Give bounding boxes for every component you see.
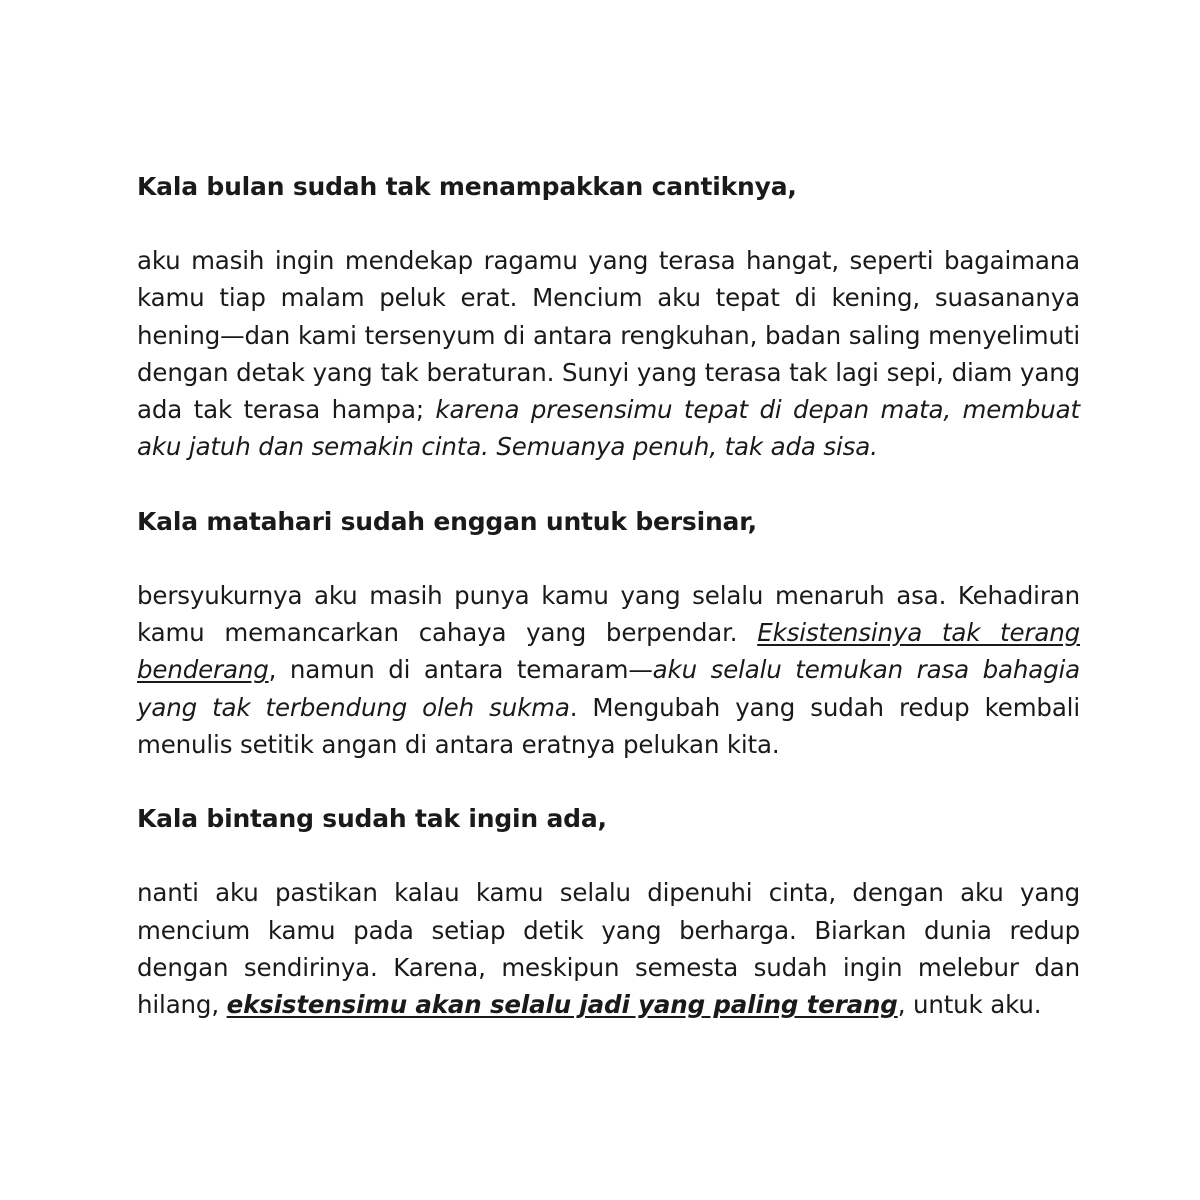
stanza-2-heading: Kala matahari sudah enggan untuk bersinar, [137,506,757,536]
stanza-3-paragraph [137,874,1080,1023]
spacer [137,205,1080,242]
stanza-1-heading: Kala bulan sudah tak menampakkan cantiknya, [137,172,797,201]
stanza-2-italic-underline-text: Eksistensinya tak terang benderang [137,618,1080,685]
stanza-3-text-a: nanti aku pastikan kalau kamu selalu dipenuhi cinta, dengan aku yang mencium kamu pada setiap detik yang berharga. Biarkan dunia redup dengan sendirinya. Karena, meskipun semesta sudah ingin melebur dan hilang, [137,878,1080,1020]
spacer [137,540,1080,577]
stanza-1-text: aku masih ingin mendekap ragamu yang terasa hangat, seperti bagaimana kamu tiap malam peluk erat. Mencium aku tepat di kening, suasananya hening—dan kami tersenyum di antara rengkuhan, badan saling menyelimuti dengan detak yang tak beraturan. Sunyi yang terasa tak lagi sepi, diam yang ada tak terasa hampa; [137,246,1080,425]
stanza-2-italic-text: aku selalu temukan rasa bahagia yang tak terbendung oleh sukma [137,655,1080,722]
stanza-3-bold-italic-underline-text: eksistensimu akan selalu jadi yang paling terang [226,990,898,1020]
spacer [137,763,1080,800]
spacer [137,466,1080,503]
stanza-2-text-a: bersyukurnya aku masih punya kamu yang selalu menaruh asa. Kehadiran kamu memancarkan cahaya yang berpendar. [137,580,1080,648]
stanza-2-text-c: . Mengubah yang sudah redup kembali menulis setitik angan di antara eratnya pelukan kita. [137,692,1080,759]
poem-document [137,168,1080,1023]
spacer [137,837,1080,874]
stanza-1-italic-text: karena presensimu tepat di depan mata, membuat aku jatuh dan semakin cinta. Semuanya penuh, tak ada sisa. [137,395,1080,462]
stanza-3-text-b: , untuk aku. [897,990,1042,1020]
stanza-2-text-b: , namun di antara temaram— [268,655,653,685]
stanza-2-paragraph [137,577,1080,763]
stanza-1-paragraph [137,242,1080,466]
stanza-3-heading: Kala bintang sudah tak ingin ada, [137,804,607,834]
